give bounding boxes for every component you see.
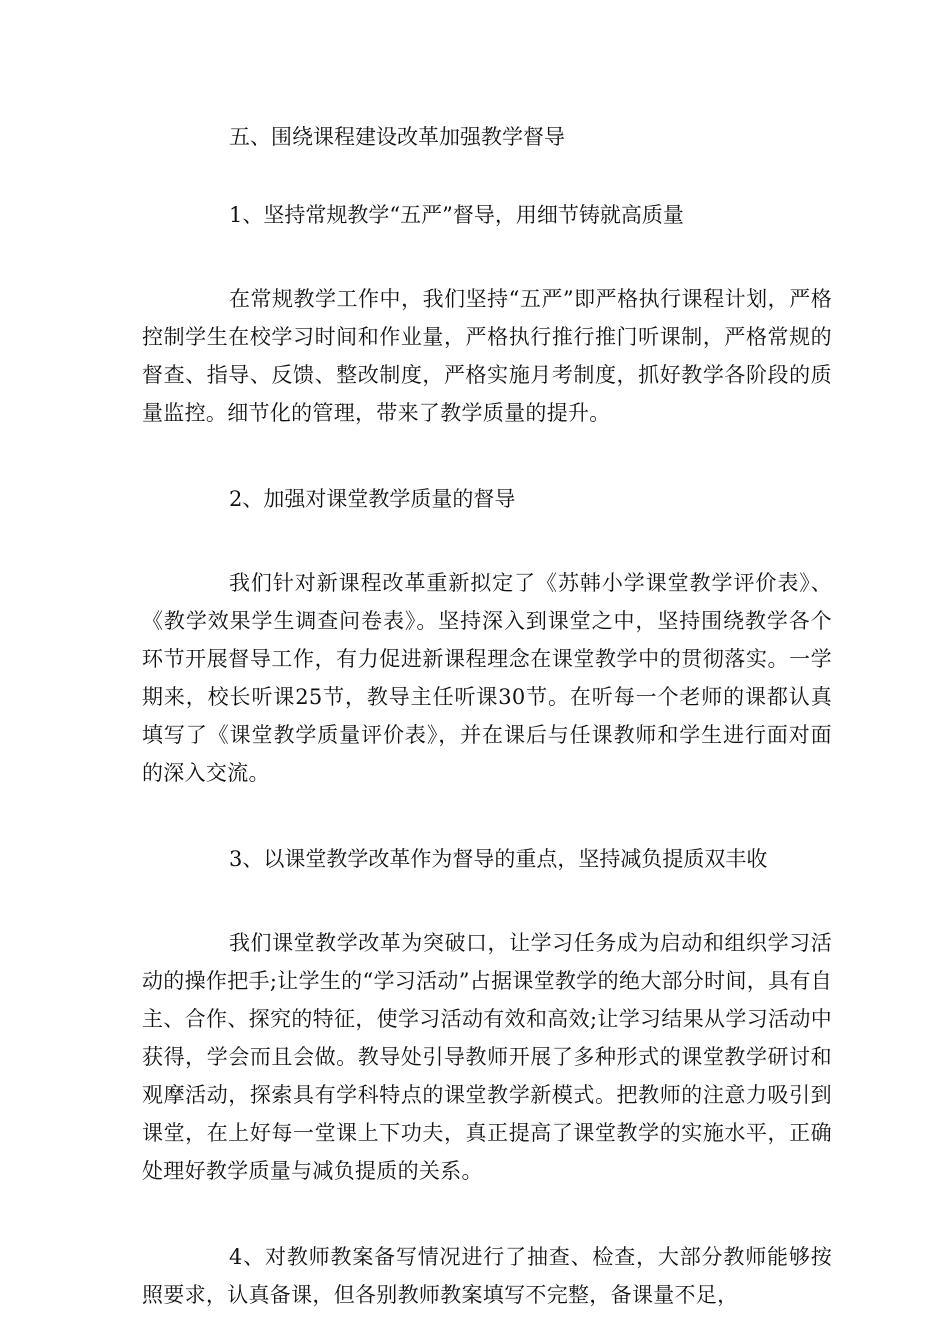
spacer: [142, 1190, 832, 1238]
item-3-body: 我们课堂教学改革为突破口，让学习任务成为启动和组织学习活动的操作把手;让学生的“学习活动”占据课堂教学的绝大部分时间，具有自主、合作、探究的特征，使学习活动有效和高效;让学习结果从学习活动中获得，学会而且会做。教导处引导教师开展了多种形式的课堂教学研讨和观摩活动，探索具有学科特点的课堂教学新模式。把教师的注意力吸引到课堂，在上好每一堂课上下功夫，真正提高了课堂教学的实施水平，正确处理好教学质量与减负提质的关系。: [142, 931, 832, 1183]
document-content: [142, 118, 832, 1314]
item-2-body: 我们针对新课程改革重新拟定了《苏韩小学课堂教学评价表》、《教学效果学生调查问卷表》。坚持深入到课堂之中，坚持围绕教学各个环节开展督导工作，有力促进新课程理念在课堂教学中的贯彻落实。一学期来，校长听课25节，教导主任听课30节。在听每一个老师的课都认真填写了《课堂教学质量评价表》，并在课后与任课教师和学生进行面对面的深入交流。: [142, 571, 832, 785]
item-4-paragraph: 4、对教师教案备写情况进行了抽查、检查，大部分教师能够按照要求，认真备课，但各别教师教案填写不完整，备课量不足，: [142, 1245, 832, 1307]
spacer: [142, 156, 832, 196]
item-3-heading: 3、以课堂教学改革作为督导的重点，坚持减负提质双丰收: [229, 847, 768, 871]
item-2-heading: 2、加强对课堂教学质量的督导: [229, 487, 516, 511]
item-1-body: 在常规教学工作中，我们坚持“五严”即严格执行课程计划，严格控制学生在校学习时间和作业量，严格执行推行推门听课制，严格常规的督查、指导、反馈、整改制度，严格实施月考制度，抓好教学各阶段的质量监控。细节化的管理，带来了教学质量的提升。: [142, 287, 832, 425]
spacer: [142, 432, 832, 480]
section-title: 五、围绕课程建设改革加强教学督导: [229, 125, 565, 149]
item-1-heading: 1、坚持常规教学“五严”督导，用细节铸就高质量: [229, 203, 684, 227]
spacer: [142, 518, 832, 564]
spacer: [142, 234, 832, 280]
spacer: [142, 878, 832, 924]
spacer: [142, 792, 832, 840]
